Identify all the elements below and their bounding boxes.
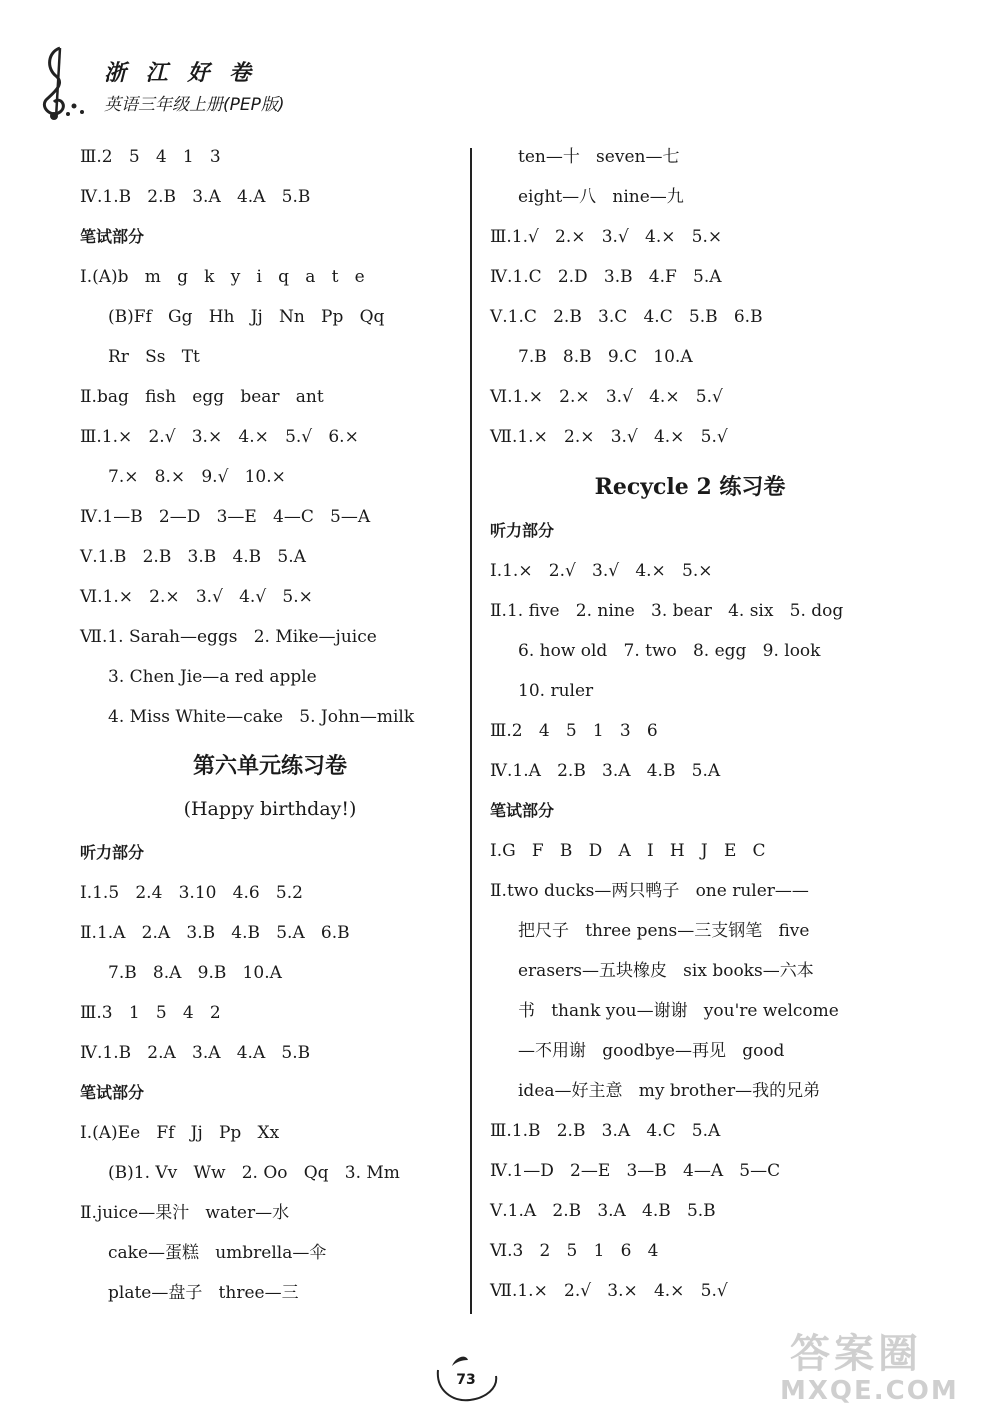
book-subtitle: 英语三年级上册(PEP版) xyxy=(104,95,285,115)
answer-line-continued: 7.× 8.× 9.√ 10.× xyxy=(108,467,286,487)
answer-line: Ⅴ.1.A 2.B 3.A 4.B 5.B xyxy=(490,1201,716,1221)
answer-line-continued: —不用谢 goodbye—再见 good xyxy=(518,1041,785,1061)
answer-line-continued: 7.B 8.B 9.C 10.A xyxy=(518,347,693,367)
answer-line-continued: (B)Ff Gg Hh Jj Nn Pp Qq xyxy=(108,307,385,327)
watermark-url: MXQE.COM xyxy=(780,1376,959,1406)
section-label: 笔试部分 xyxy=(80,227,145,246)
answer-line: Ⅶ.1. Sarah—eggs 2. Mike—juice xyxy=(80,627,377,647)
answer-line: Ⅱ.1.A 2.A 3.B 4.B 5.A 6.B xyxy=(80,923,350,943)
answer-line: Ⅰ.(A)b m g k y i q a t e xyxy=(80,267,365,287)
answer-line: Ⅲ.2 5 4 1 3 xyxy=(80,147,221,167)
answer-line: Ⅴ.1.C 2.B 3.C 4.C 5.B 6.B xyxy=(490,307,763,327)
answer-line-continued: ten—十 seven—七 xyxy=(518,147,680,167)
brand-title: 浙 江 好 卷 xyxy=(104,60,257,86)
answer-line-continued: 6. how old 7. two 8. egg 9. look xyxy=(518,641,821,661)
answer-line: Ⅵ.1.× 2.× 3.√ 4.× 5.√ xyxy=(490,387,723,407)
section-label: 笔试部分 xyxy=(490,801,555,820)
answer-line: Ⅵ.1.× 2.× 3.√ 4.√ 5.× xyxy=(80,587,313,607)
watermark-logo xyxy=(780,1322,990,1412)
answer-line-continued: 把尺子 three pens—三支钢笔 five xyxy=(518,921,810,941)
answer-line: Ⅰ.G F B D A I H J E C xyxy=(490,841,766,861)
answer-line-continued: plate—盘子 three—三 xyxy=(108,1283,299,1303)
section-label: 听力部分 xyxy=(490,521,555,540)
answer-line: Ⅴ.1.B 2.B 3.B 4.B 5.A xyxy=(80,547,306,567)
answer-line: Ⅳ.1.A 2.B 3.A 4.B 5.A xyxy=(490,761,721,781)
unit-heading: 第六单元练习卷 xyxy=(192,754,347,779)
music-clef-icon xyxy=(30,42,100,122)
page-number-badge xyxy=(432,1352,500,1402)
answer-line: Ⅳ.1.C 2.D 3.B 4.F 5.A xyxy=(490,267,722,287)
answer-line-continued: 书 thank you—谢谢 you're welcome xyxy=(518,1001,839,1021)
section-label: 笔试部分 xyxy=(80,1083,145,1102)
watermark-text: 答案圈 xyxy=(790,1331,922,1377)
answer-line-continued: Rr Ss Tt xyxy=(108,347,200,367)
answer-line: Ⅱ.juice—果汁 water—水 xyxy=(80,1203,290,1223)
answer-line: Ⅱ.two ducks—两只鸭子 one ruler—— xyxy=(490,881,809,901)
answer-line: Ⅲ.1.× 2.√ 3.× 4.× 5.√ 6.× xyxy=(80,427,359,447)
answer-line: Ⅲ.1.√ 2.× 3.√ 4.× 5.× xyxy=(490,227,723,247)
page-number: 73 xyxy=(456,1372,476,1388)
answer-line: Ⅳ.1.B 2.B 3.A 4.A 5.B xyxy=(80,187,311,207)
answer-line: Ⅱ.1. five 2. nine 3. bear 4. six 5. dog xyxy=(490,601,844,621)
unit-heading: Recycle 2 练习卷 xyxy=(594,474,786,500)
answer-line-continued: cake—蛋糕 umbrella—伞 xyxy=(108,1243,327,1263)
answer-line: Ⅲ.3 1 5 4 2 xyxy=(80,1003,221,1023)
answer-line-continued: erasers—五块橡皮 six books—六本 xyxy=(518,961,814,981)
left-answer-column xyxy=(80,137,460,1313)
column-divider xyxy=(470,148,472,1314)
right-answer-column xyxy=(490,137,890,1311)
answer-line: Ⅲ.1.B 2.B 3.A 4.C 5.A xyxy=(490,1121,721,1141)
answer-line-continued: 4. Miss White—cake 5. John—milk xyxy=(108,707,415,727)
answer-line: Ⅵ.3 2 5 1 6 4 xyxy=(490,1241,659,1261)
answer-line-continued: (B)1. Vv Ww 2. Oo Qq 3. Mm xyxy=(108,1163,400,1183)
answer-line: Ⅳ.1—D 2—E 3—B 4—A 5—C xyxy=(490,1161,781,1181)
answer-line-continued: 7.B 8.A 9.B 10.A xyxy=(108,963,282,983)
answer-line: Ⅳ.1—B 2—D 3—E 4—C 5—A xyxy=(80,507,371,527)
answer-line: Ⅰ.1.× 2.√ 3.√ 4.× 5.× xyxy=(490,561,713,581)
answer-line-continued: idea—好主意 my brother—我的兄弟 xyxy=(518,1081,821,1101)
answer-line: Ⅲ.2 4 5 1 3 6 xyxy=(490,721,658,741)
answer-line: Ⅰ.1.5 2.4 3.10 4.6 5.2 xyxy=(80,883,303,903)
answer-line: Ⅰ.(A)Ee Ff Jj Pp Xx xyxy=(80,1123,280,1143)
answer-line: Ⅳ.1.B 2.A 3.A 4.A 5.B xyxy=(80,1043,311,1063)
answer-line-continued: eight—八 nine—九 xyxy=(518,187,684,207)
page-header xyxy=(30,42,350,122)
answer-line: Ⅱ.bag fish egg bear ant xyxy=(80,387,324,407)
answer-line-continued: 3. Chen Jie—a red apple xyxy=(108,667,317,687)
unit-subheading: (Happy birthday!) xyxy=(183,798,357,820)
answer-line-continued: 10. ruler xyxy=(518,681,594,701)
answer-line: Ⅶ.1.× 2.√ 3.× 4.× 5.√ xyxy=(490,1281,728,1301)
section-label: 听力部分 xyxy=(80,843,145,862)
answer-line: Ⅶ.1.× 2.× 3.√ 4.× 5.√ xyxy=(490,427,728,447)
